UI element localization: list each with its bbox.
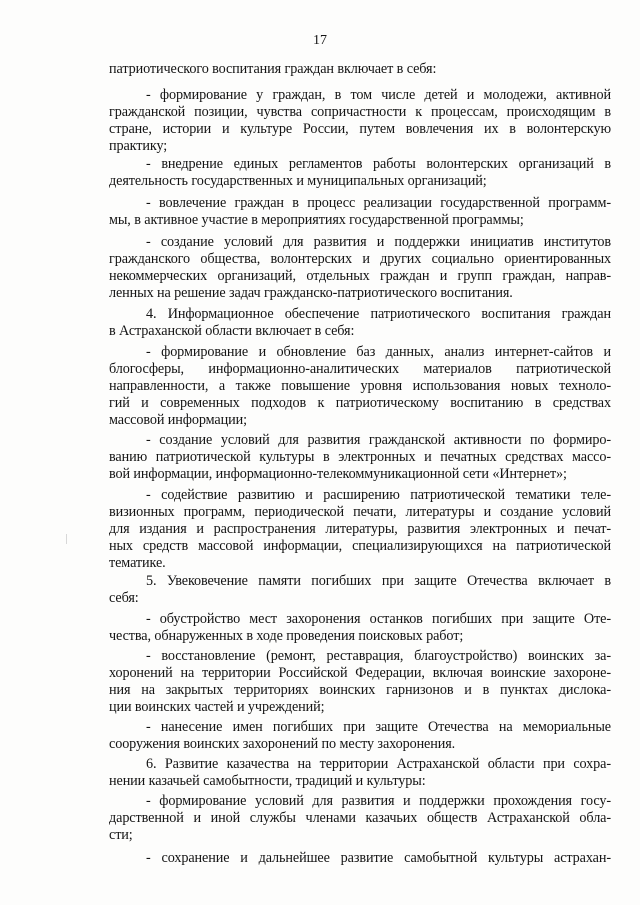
text-line: хоронений на территории Российской Федерации, включая воинские захороне- (109, 665, 611, 681)
text-line: практику; (109, 138, 168, 154)
text-line: гражданского общества, волонтерских и других социально ориентированных (109, 251, 611, 267)
text-line: некоммерческих организаций, отдельных граждан и групп граждан, направ- (109, 268, 611, 284)
text-line: нении казачьей самобытности, традиций и культуры: (109, 773, 426, 789)
text-line: гражданской позиции, чувства сопричастности к процессам, происходящим в (109, 104, 611, 120)
text-line: ния на закрытых территориях воинских гарнизонов и в пунктах дислока- (109, 682, 611, 698)
text-line: - внедрение единых регламентов работы волонтерских организаций в (146, 156, 611, 172)
text-line: - сохранение и дальнейшее развитие самобытной культуры астрахан- (146, 850, 611, 866)
text-line: ции воинских частей и учреждений; (109, 699, 325, 715)
text-line: сооружения воинских захоронений по месту захоронения. (109, 736, 456, 752)
text-line: - формирование и обновление баз данных, анализ интернет-сайтов и (146, 344, 611, 360)
text-line: тематике. (109, 555, 166, 571)
text-line: вой информации, информационно-телекоммуникационной сети «Интернет»; (109, 466, 567, 482)
text-line: визионных программ, периодической печати, литературы и создание условий (109, 504, 611, 520)
text-line: - обустройство мест захоронения останков погибших при защите Оте- (146, 611, 611, 627)
text-line: чества, обнаруженных в ходе проведения поисковых работ; (109, 628, 464, 644)
text-line: - создание условий для развития гражданской активности по формиро- (146, 432, 611, 448)
text-line: - создание условий для развития и поддержки инициатив институтов (146, 234, 611, 250)
text-line: для издания и распространения литературы, развития электронных и печат- (109, 521, 611, 537)
text-line: стране, истории и культуре России, путем вовлечения их в волонтерскую (109, 121, 611, 137)
text-line: - содействие развитию и расширению патриотической тематики теле- (146, 487, 611, 503)
text-line: в Астраханской области включает в себя: (109, 323, 355, 339)
text-line: - вовлечение граждан в процесс реализации государственной программ- (146, 195, 611, 211)
text-line: сти; (109, 827, 133, 843)
scan-margin-mark (66, 534, 67, 544)
text-line: - нанесение имен погибших при защите Отечества на мемориальные (146, 719, 611, 735)
text-line: направленности, а также повышение уровня использования новых техноло- (109, 378, 611, 394)
text-line: патриотического воспитания граждан включает в себя: (109, 61, 437, 77)
text-line: - формирование условий для развития и поддержки прохождения госу- (146, 793, 611, 809)
text-line: ных средств массовой информации, специализирующихся на патриотической (109, 538, 611, 554)
text-line: мы, в активное участие в мероприятиях государственной программы; (109, 212, 524, 228)
text-line: - восстановление (ремонт, реставрация, благоустройство) воинских за- (146, 648, 611, 664)
text-line: ванию патриотической культуры в электронных и печатных средствах массо- (109, 449, 611, 465)
text-line: деятельность государственных и муниципальных организаций; (109, 173, 487, 189)
text-line: гий и современных подходов к патриотическому воспитанию в средствах (109, 395, 611, 411)
text-line: 6. Развитие казачества на территории Астраханской области при сохра- (146, 756, 611, 772)
text-line: блогосферы, информационно-аналитических материалов патриотической (109, 361, 611, 377)
text-line: - формирование у граждан, в том числе детей и молодежи, активной (146, 87, 611, 103)
text-line: массовой информации; (109, 412, 247, 428)
page-number: 17 (313, 33, 327, 48)
text-line: дарственной и иной службы членами казачьих обществ Астраханской обла- (109, 810, 611, 826)
text-line: 4. Информационное обеспечение патриотического воспитания граждан (146, 306, 611, 322)
text-line: 5. Увековечение памяти погибших при защите Отечества включает в (146, 573, 611, 589)
text-line: себя: (109, 590, 139, 606)
text-line: ленных на решение задач гражданско-патриотического воспитания. (109, 285, 513, 301)
